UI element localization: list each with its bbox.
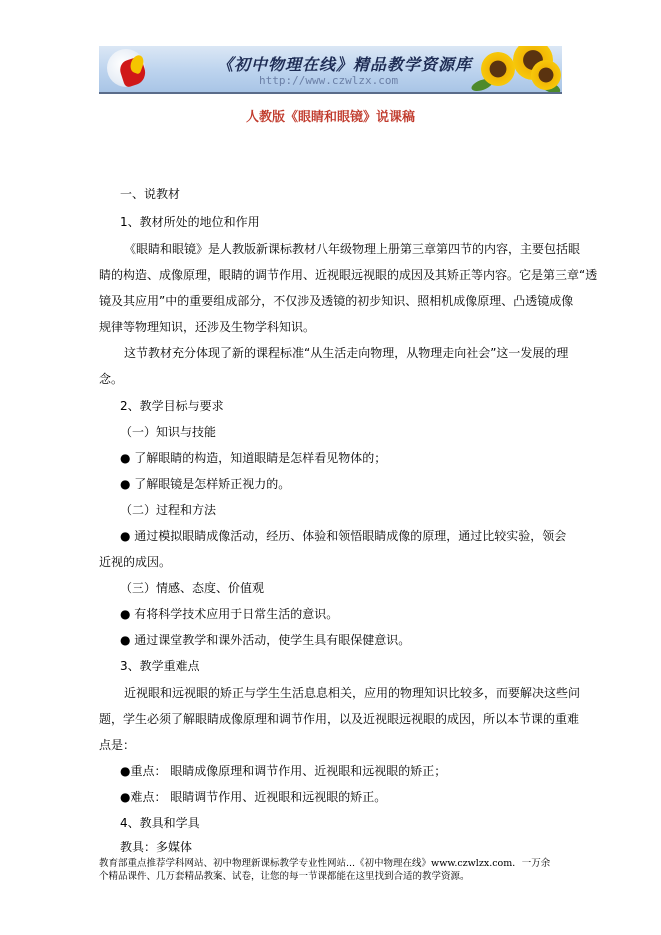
paragraph-line: 题，学生必须了解眼睛成像原理和调节作用，以及近视眼远视眼的成因，所以本节课的重难 — [99, 712, 580, 726]
document-title: 人教版《眼睛和眼镜》说课稿 — [245, 110, 415, 125]
footer-line: 个精品课件、几万套精品教案、试卷，让您的每一节课都能在这里找到合适的教学资源。 — [99, 871, 470, 882]
paragraph-line: 近视的成因。 — [99, 555, 172, 569]
paragraph-line: 近视眼和远视眼的矫正与学生生活息息相关，应用的物理知识比较多，而要解决这些问 — [124, 686, 581, 700]
footer-line: 教育部重点推荐学科网站、初中物理新课标教学专业性网站...《初中物理在线》www.czwlzx.com．一万余 — [99, 858, 551, 869]
banner-url[interactable]: http://www.czwlzx.com — [259, 74, 399, 87]
bullet-item: ● 了解眼镜是怎样矫正视力的。 — [120, 477, 291, 491]
bullet-item: ● 了解眼睛的构造，知道眼睛是怎样看见物体的； — [120, 451, 387, 465]
paragraph-line: 《眼睛和眼镜》是人教版新课标教材八年级物理上册第三章第四节的内容，主要包括眼 — [124, 242, 581, 256]
subsection-heading: 2、教学目标与要求 — [120, 399, 224, 413]
paragraph-line: 睛的构造、成像原理，眼睛的调节作用、近视眼远视眼的成因及其矫正等内容。它是第三章“透 — [99, 268, 598, 282]
site-logo — [107, 49, 145, 87]
objective-heading: （三）情感、态度、价值观 — [120, 581, 265, 595]
subsection-heading: 4、教具和学具 — [120, 816, 200, 830]
difficult-point-item: ●难点： 眼睛调节作用、近视眼和远视眼的矫正。 — [120, 790, 387, 804]
bullet-item: ● 通过模拟眼睛成像活动，经历、体验和领悟眼睛成像的原理，通过比较实验，领会 — [120, 529, 567, 543]
bullet-item: ● 通过课堂教学和课外活动，使学生具有眼保健意识。 — [120, 633, 411, 647]
paragraph-line: 教具：多媒体 — [120, 840, 193, 854]
paragraph-line: 规律等物理知识，还涉及生物学科知识。 — [99, 320, 316, 334]
paragraph-line: 镜及其应用”中的重要组成部分，不仅涉及透镜的初步知识、照相机成像原理、凸透镜成像 — [99, 294, 574, 308]
banner-title: 《初中物理在线》精品教学资源库 — [217, 55, 473, 74]
subsection-heading: 1、教材所处的地位和作用 — [120, 215, 260, 229]
sunflower-icon — [531, 60, 561, 90]
banner-divider — [99, 92, 562, 94]
paragraph-line: 点是： — [99, 738, 136, 752]
bullet-item: ● 有将科学技术应用于日常生活的意识。 — [120, 607, 339, 621]
section-heading: 一、说教材 — [120, 187, 181, 201]
objective-heading: （一）知识与技能 — [120, 425, 217, 439]
key-point-item: ●重点： 眼睛成像原理和调节作用、近视眼和远视眼的矫正； — [120, 764, 447, 778]
site-banner — [99, 46, 562, 92]
paragraph-line: 念。 — [99, 372, 124, 386]
subsection-heading: 3、教学重难点 — [120, 659, 200, 673]
sunflower-icon — [481, 52, 515, 86]
page-footer — [99, 857, 569, 883]
paragraph-line: 这节教材充分体现了新的课程标准“从生活走向物理，从物理走向社会”这一发展的理 — [124, 346, 569, 360]
objective-heading: （二）过程和方法 — [120, 503, 217, 517]
